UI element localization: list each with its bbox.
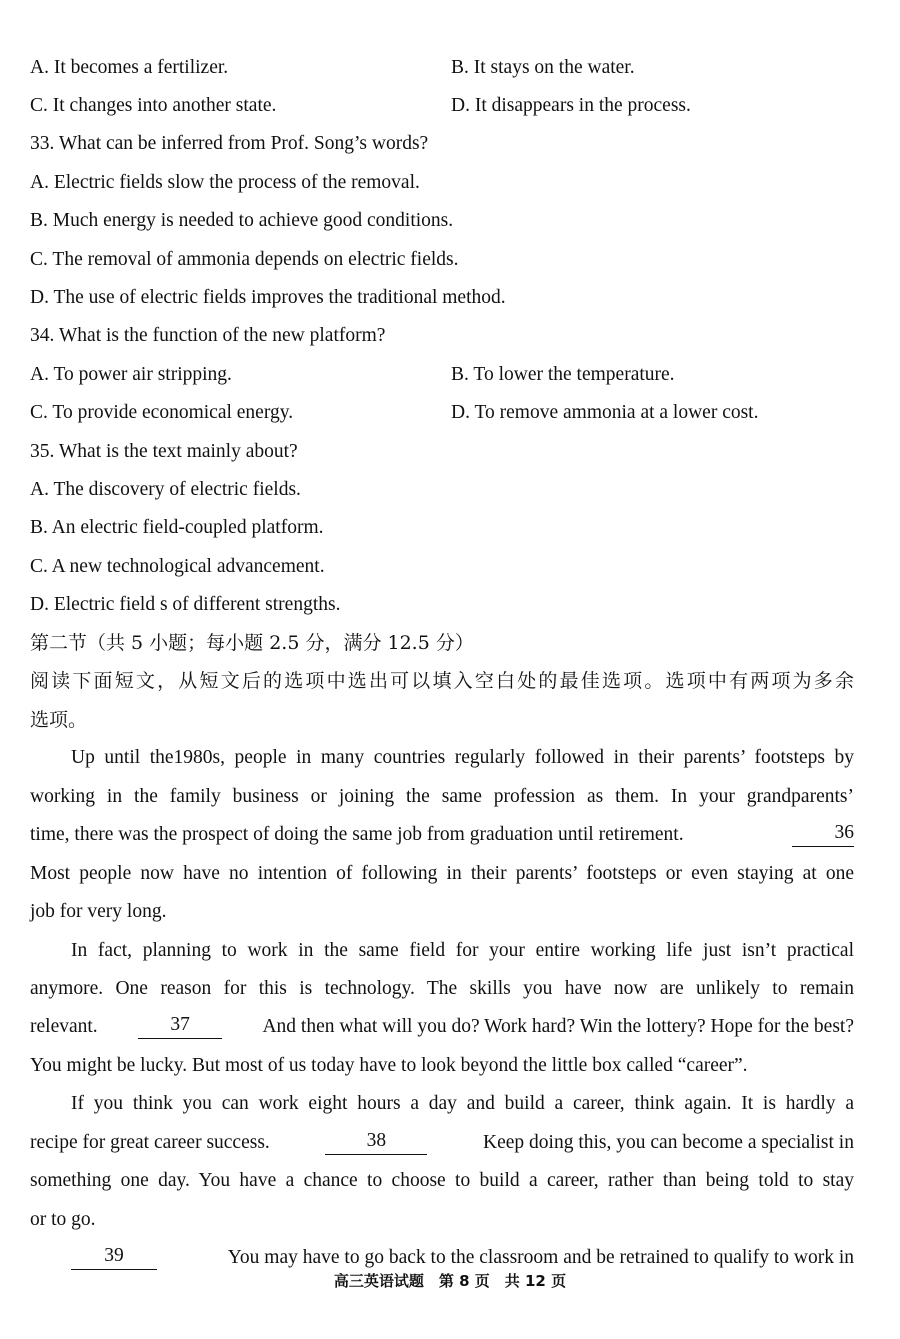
q33-option-a: A. Electric fields slow the process of the removal. (30, 172, 420, 193)
section-instruction-cont: 选项。 (30, 709, 88, 731)
passage-line: job for very long. (30, 901, 167, 922)
q33-option-c: C. The removal of ammonia depends on electric fields. (30, 249, 459, 270)
passage-line: something one day. You have a chance to choose to build a career, rather than being told to stay (30, 1170, 854, 1191)
passage-line: working in the family business or joining the same profession as them. In your grandparents’ (30, 786, 854, 807)
section-instruction: 阅读下面短文，从短文后的选项中选出可以填入空白处的最佳选项。选项中有两项为多余 (30, 670, 854, 692)
blank-36: 36 (792, 823, 854, 847)
q34-option-a: A. To power air stripping. (30, 364, 232, 385)
q32-option-d: D. It disappears in the process. (451, 95, 691, 116)
passage-line: Up until the1980s, people in many countries regularly followed in their parents’ footsteps by (71, 747, 854, 768)
q32-option-a: A. It becomes a fertilizer. (30, 57, 229, 78)
passage-line-with-blank-38 (30, 1131, 854, 1155)
passage-line-with-blank-39 (71, 1246, 854, 1270)
passage-line: If you think you can work eight hours a day and build a career, think again. It is hardly a (71, 1093, 854, 1114)
page-footer: 高三英语试题 第 8 页 共 12 页 (333, 1272, 567, 1290)
passage-text: recipe for great career success. (30, 1132, 270, 1153)
passage-line-with-blank-37 (30, 1015, 854, 1039)
passage-text: Keep doing this, you can become a specialist in (483, 1132, 854, 1153)
passage-line: Most people now have no intention of following in their parents’ footsteps or even staying at one (30, 863, 854, 884)
passage-line: anymore. One reason for this is technology. The skills you have now are unlikely to remain (30, 978, 854, 999)
passage-text: time, there was the prospect of doing the same job from graduation until retirement. (30, 824, 684, 845)
q34-option-c: C. To provide economical energy. (30, 402, 294, 423)
passage-line-with-blank-36 (30, 823, 854, 847)
q33-stem: 33. What can be inferred from Prof. Song’s words? (30, 133, 429, 154)
q32-option-b: B. It stays on the water. (451, 57, 635, 78)
passage-line: or to go. (30, 1209, 96, 1230)
q33-option-d: D. The use of electric fields improves the traditional method. (30, 287, 506, 308)
q34-option-b: B. To lower the temperature. (451, 364, 675, 385)
q35-stem: 35. What is the text mainly about? (30, 441, 298, 462)
passage-line: You might be lucky. But most of us today have to look beyond the little box called “career”. (30, 1055, 748, 1076)
q34-option-d: D. To remove ammonia at a lower cost. (451, 402, 759, 423)
q35-option-b: B. An electric field-coupled platform. (30, 517, 324, 538)
blank-38: 38 (325, 1131, 427, 1155)
passage-text: And then what will you do? Work hard? Win the lottery? Hope for the best? (262, 1016, 854, 1037)
q35-option-a: A. The discovery of electric fields. (30, 479, 301, 500)
blank-39: 39 (71, 1246, 157, 1270)
q35-option-c: C. A new technological advancement. (30, 556, 325, 577)
q33-option-b: B. Much energy is needed to achieve good conditions. (30, 210, 454, 231)
passage-text: relevant. (30, 1016, 98, 1037)
passage-line: In fact, planning to work in the same field for your entire working life just isn’t practical (71, 940, 854, 961)
q32-option-c: C. It changes into another state. (30, 95, 277, 116)
q35-option-d: D. Electric field s of different strengths. (30, 594, 341, 615)
section-heading: 第二节（共 5 小题；每小题 2.5 分，满分 12.5 分） (30, 632, 474, 654)
passage-text: You may have to go back to the classroom and be retrained to qualify to work in (227, 1247, 854, 1268)
blank-37: 37 (138, 1015, 222, 1039)
q34-stem: 34. What is the function of the new platform? (30, 325, 386, 346)
